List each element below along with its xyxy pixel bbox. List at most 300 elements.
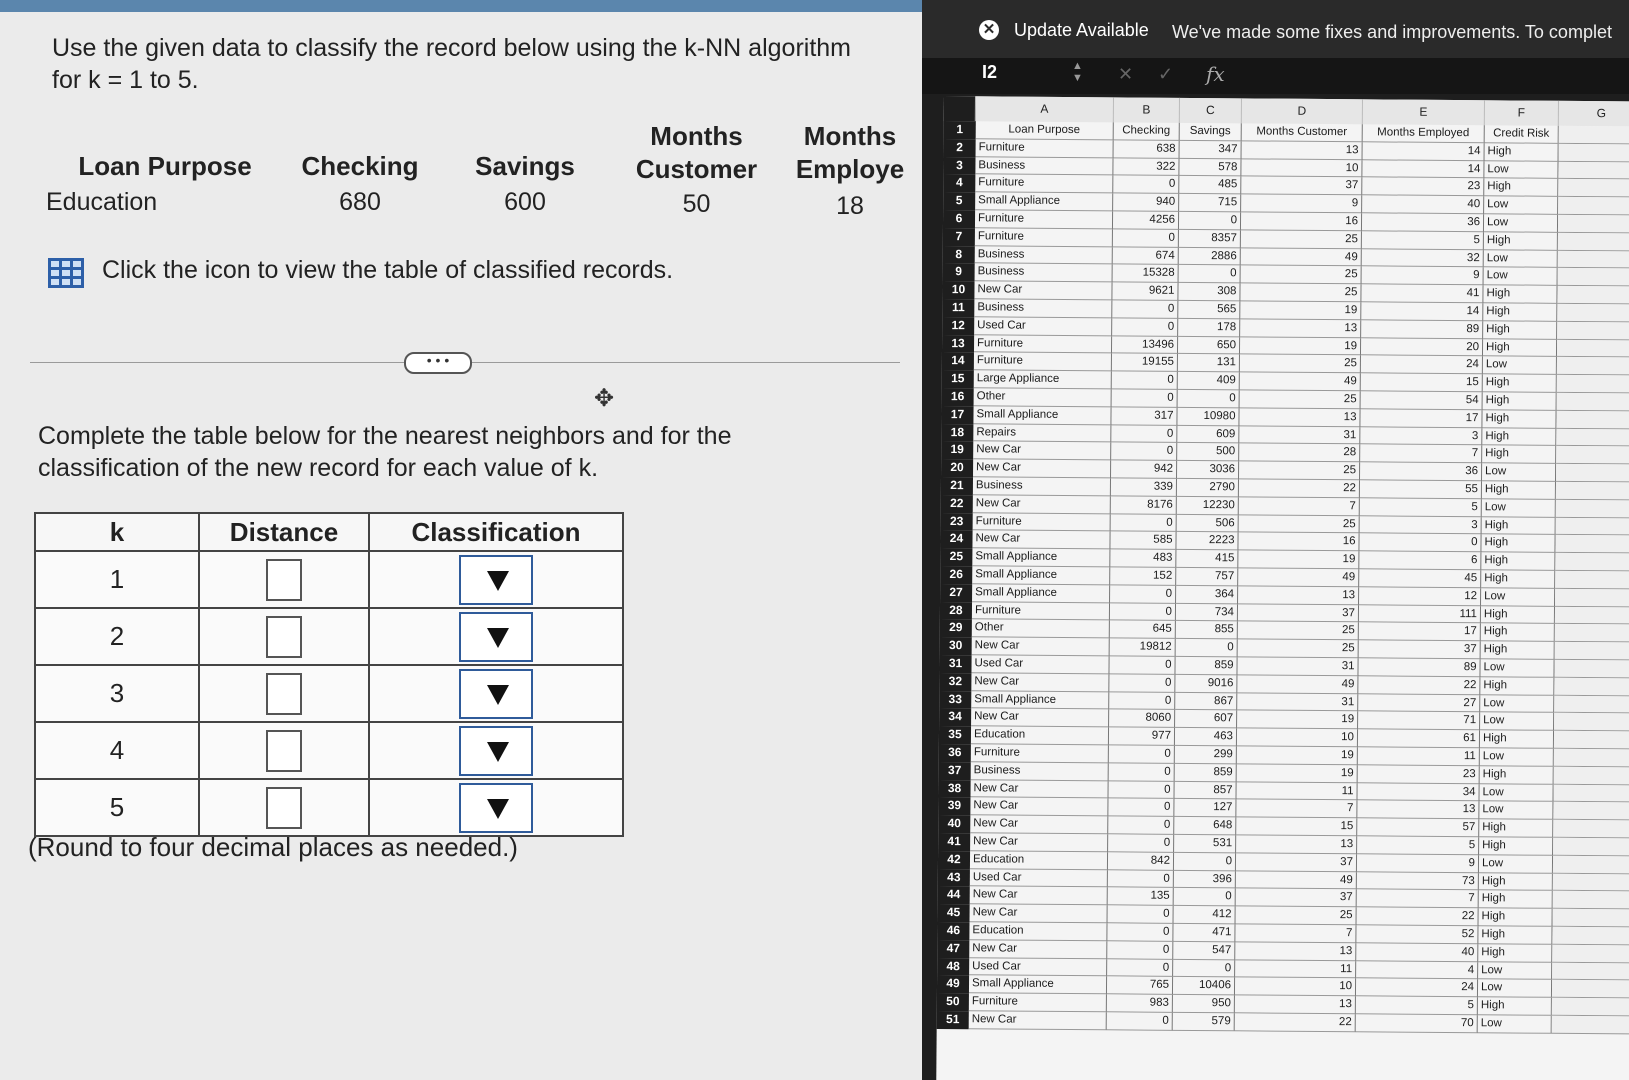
empty-cell[interactable] <box>1558 215 1629 233</box>
cell[interactable]: 24 <box>1361 356 1483 375</box>
cell[interactable]: 34 <box>1357 783 1479 802</box>
cell[interactable]: 22 <box>1356 907 1478 926</box>
cell[interactable]: 13 <box>1238 586 1359 605</box>
cell[interactable]: 308 <box>1178 283 1240 301</box>
cell[interactable]: Used Car <box>971 655 1109 674</box>
cell[interactable]: Education <box>969 922 1107 941</box>
cell[interactable]: Low <box>1480 748 1554 766</box>
cell[interactable]: 0 <box>1174 853 1236 871</box>
empty-cell[interactable] <box>1556 411 1629 429</box>
column-header-d[interactable]: D <box>1242 98 1363 124</box>
column-header-e[interactable]: E <box>1363 99 1485 125</box>
cell[interactable]: 31 <box>1239 426 1360 445</box>
cell[interactable]: 0 <box>1179 212 1241 230</box>
cell[interactable]: 0 <box>1178 390 1240 408</box>
cell[interactable]: 7 <box>1239 497 1360 516</box>
empty-cell[interactable] <box>1554 695 1629 713</box>
cell[interactable]: 0 <box>1110 603 1176 621</box>
cell[interactable]: 0 <box>1109 745 1175 763</box>
cell[interactable]: 650 <box>1178 336 1240 354</box>
cell[interactable]: 22 <box>1358 676 1480 695</box>
cell[interactable]: Low <box>1479 855 1553 873</box>
row-number[interactable]: 50 <box>937 993 969 1011</box>
cell[interactable]: High <box>1481 570 1555 588</box>
cell[interactable]: 37 <box>1359 640 1481 659</box>
cell[interactable]: 0 <box>1107 923 1173 941</box>
row-number[interactable]: 13 <box>942 335 974 353</box>
cell[interactable]: 0 <box>1112 372 1178 390</box>
cell[interactable]: High <box>1481 641 1555 659</box>
cell[interactable]: 20 <box>1361 338 1483 357</box>
cell[interactable]: High <box>1478 908 1552 926</box>
cell[interactable]: Small Appliance <box>971 691 1109 710</box>
cell[interactable]: 89 <box>1358 658 1480 677</box>
cell[interactable]: High <box>1483 285 1557 303</box>
cell[interactable]: 339 <box>1111 478 1177 496</box>
cell[interactable]: 609 <box>1177 425 1239 443</box>
cell[interactable]: 37 <box>1236 853 1357 872</box>
cell[interactable]: 715 <box>1179 194 1241 212</box>
distance-input[interactable] <box>266 730 302 772</box>
cell[interactable]: 13 <box>1235 942 1356 961</box>
cell[interactable]: 19 <box>1238 551 1359 570</box>
row-number[interactable]: 8 <box>943 246 975 264</box>
row-number[interactable]: 29 <box>940 619 972 637</box>
empty-cell[interactable] <box>1555 553 1629 571</box>
cell[interactable]: 25 <box>1238 640 1359 659</box>
cell[interactable]: Business <box>971 762 1109 781</box>
empty-cell[interactable] <box>1552 1016 1629 1034</box>
cell[interactable]: 57 <box>1357 818 1479 837</box>
cell[interactable]: Low <box>1479 802 1553 820</box>
cell[interactable]: 3036 <box>1177 461 1239 479</box>
distance-input[interactable] <box>266 559 302 601</box>
cell[interactable]: 485 <box>1179 176 1241 194</box>
cell[interactable]: 31 <box>1237 657 1358 676</box>
cell[interactable]: Low <box>1484 268 1558 286</box>
cell[interactable]: Business <box>974 299 1112 318</box>
cell[interactable]: Repairs <box>973 424 1111 443</box>
classification-dropdown[interactable] <box>459 555 533 605</box>
cell[interactable]: 111 <box>1359 605 1481 624</box>
row-number[interactable]: 2 <box>944 139 976 157</box>
cell[interactable]: 12 <box>1359 587 1481 606</box>
cell[interactable]: 13 <box>1357 801 1479 820</box>
row-number[interactable]: 31 <box>939 655 971 673</box>
cell[interactable]: Used Car <box>970 869 1108 888</box>
row-number[interactable]: 25 <box>940 548 972 566</box>
cell[interactable]: 0 <box>1109 674 1175 692</box>
cell[interactable]: 648 <box>1174 817 1236 835</box>
cell[interactable]: 2790 <box>1177 479 1239 497</box>
name-box-stepper-icon[interactable]: ▲ ▼ <box>1072 60 1083 84</box>
cell[interactable]: 2223 <box>1176 532 1238 550</box>
row-number[interactable]: 11 <box>942 299 974 317</box>
empty-cell[interactable] <box>1555 624 1629 642</box>
cell[interactable]: 2886 <box>1179 247 1241 265</box>
confirm-icon[interactable]: ✓ <box>1158 64 1174 84</box>
cell[interactable]: 40 <box>1362 195 1484 214</box>
cell[interactable]: 11 <box>1236 782 1357 801</box>
cell[interactable]: 412 <box>1174 906 1236 924</box>
empty-cell[interactable] <box>1556 482 1629 500</box>
cell[interactable]: Low <box>1480 695 1554 713</box>
name-box[interactable]: I2 <box>982 62 998 82</box>
classification-dropdown[interactable] <box>459 612 533 662</box>
cell[interactable]: 49 <box>1240 373 1361 392</box>
cell[interactable]: Business <box>975 157 1113 176</box>
cell[interactable]: Furniture <box>969 993 1107 1012</box>
cell[interactable]: 11 <box>1358 747 1480 766</box>
empty-cell[interactable] <box>1554 660 1629 678</box>
cell[interactable]: Low <box>1478 962 1552 980</box>
cell[interactable]: 54 <box>1361 391 1483 410</box>
cell[interactable]: 11 <box>1235 960 1356 979</box>
cell[interactable]: 49 <box>1238 568 1359 587</box>
empty-cell[interactable] <box>1558 233 1629 251</box>
cell[interactable]: 15 <box>1236 818 1357 837</box>
cell[interactable]: Low <box>1478 1015 1552 1033</box>
cell[interactable]: 950 <box>1173 995 1235 1013</box>
distance-input[interactable] <box>266 673 302 715</box>
row-number[interactable]: 24 <box>940 530 972 548</box>
row-number[interactable]: 44 <box>938 886 970 904</box>
cell[interactable]: 89 <box>1361 320 1483 339</box>
distance-input[interactable] <box>266 616 302 658</box>
cell[interactable]: 71 <box>1358 712 1480 731</box>
cell[interactable]: New Car <box>970 815 1108 834</box>
cell[interactable]: 3 <box>1360 516 1482 535</box>
cell[interactable]: High <box>1483 374 1557 392</box>
cell[interactable]: 0 <box>1108 905 1174 923</box>
row-number[interactable]: 9 <box>943 263 975 281</box>
empty-cell[interactable] <box>1553 802 1629 820</box>
empty-cell[interactable] <box>1552 998 1629 1016</box>
cell[interactable]: 471 <box>1173 924 1235 942</box>
cell[interactable]: 0 <box>1111 443 1177 461</box>
empty-cell[interactable] <box>1554 713 1629 731</box>
row-number[interactable]: 36 <box>939 744 971 762</box>
cell[interactable]: 15 <box>1361 373 1483 392</box>
header-cell[interactable]: Savings <box>1180 123 1242 141</box>
cell[interactable]: 0 <box>1109 763 1175 781</box>
empty-cell[interactable] <box>1552 980 1629 998</box>
cell[interactable]: 506 <box>1177 514 1239 532</box>
column-header-b[interactable]: B <box>1114 97 1180 123</box>
empty-cell[interactable] <box>1552 927 1629 945</box>
empty-cell[interactable] <box>1553 856 1629 874</box>
cell[interactable]: 52 <box>1356 925 1478 944</box>
cell[interactable]: Small Appliance <box>973 406 1111 425</box>
cell[interactable]: 317 <box>1111 407 1177 425</box>
empty-cell[interactable] <box>1555 535 1629 553</box>
empty-cell[interactable] <box>1556 446 1629 464</box>
cell[interactable]: 4 <box>1356 961 1478 980</box>
cell[interactable]: High <box>1484 179 1558 197</box>
cell[interactable]: 0 <box>1359 534 1481 553</box>
cell[interactable]: 37 <box>1236 889 1357 908</box>
cell[interactable]: 7 <box>1357 890 1479 909</box>
cell[interactable]: 49 <box>1237 675 1358 694</box>
cell[interactable]: 0 <box>1112 318 1178 336</box>
cell[interactable]: 859 <box>1175 657 1237 675</box>
cell[interactable]: 765 <box>1107 977 1173 995</box>
empty-cell[interactable] <box>1555 571 1629 589</box>
cell[interactable]: 5 <box>1362 231 1484 250</box>
empty-cell[interactable] <box>1556 464 1629 482</box>
cell[interactable]: New Car <box>970 798 1108 817</box>
row-number[interactable]: 16 <box>942 388 974 406</box>
header-cell[interactable]: Months Customer <box>1242 123 1363 142</box>
cell[interactable]: 131 <box>1178 354 1240 372</box>
cell[interactable]: 9621 <box>1112 283 1178 301</box>
cell[interactable]: 0 <box>1109 656 1175 674</box>
cell[interactable]: 0 <box>1111 514 1177 532</box>
function-icon[interactable]: fx <box>1206 62 1225 86</box>
empty-cell[interactable] <box>1555 642 1629 660</box>
cell[interactable]: Low <box>1483 357 1557 375</box>
cell[interactable]: Low <box>1484 161 1558 179</box>
cell[interactable]: 31 <box>1237 693 1358 712</box>
cell[interactable]: New Car <box>970 887 1108 906</box>
cell[interactable]: 347 <box>1180 141 1242 159</box>
cell[interactable]: 0 <box>1108 781 1174 799</box>
empty-cell[interactable] <box>1558 250 1629 268</box>
row-number[interactable]: 6 <box>943 210 975 228</box>
empty-cell[interactable] <box>1556 517 1629 535</box>
cell[interactable]: 17 <box>1359 623 1481 642</box>
cell[interactable]: 36 <box>1360 462 1482 481</box>
cancel-icon[interactable]: ✕ <box>1118 64 1134 84</box>
cell[interactable]: High <box>1481 535 1555 553</box>
cell[interactable]: 8060 <box>1109 710 1175 728</box>
cell[interactable]: 55 <box>1360 480 1482 499</box>
empty-cell[interactable] <box>1552 962 1629 980</box>
cell[interactable]: New Car <box>972 531 1110 550</box>
empty-cell[interactable] <box>1558 179 1629 197</box>
cell[interactable]: 178 <box>1178 319 1240 337</box>
cell[interactable]: 15328 <box>1113 265 1179 283</box>
empty-cell[interactable] <box>1555 589 1629 607</box>
row-number[interactable]: 38 <box>938 780 970 798</box>
cell[interactable]: 0 <box>1179 265 1241 283</box>
more-options-button[interactable]: • • • <box>404 352 472 374</box>
cell[interactable]: 0 <box>1113 229 1179 247</box>
cell[interactable]: 25 <box>1238 622 1359 641</box>
row-number[interactable]: 26 <box>940 566 972 584</box>
cell[interactable]: New Car <box>972 637 1110 656</box>
empty-cell[interactable] <box>1556 428 1629 446</box>
empty-cell[interactable] <box>1559 126 1629 144</box>
cell[interactable]: 3 <box>1360 427 1482 446</box>
cell[interactable]: 73 <box>1357 872 1479 891</box>
cell[interactable]: Education <box>970 851 1108 870</box>
cell[interactable]: High <box>1483 392 1557 410</box>
cell[interactable]: 977 <box>1109 728 1175 746</box>
cell[interactable]: 32 <box>1362 249 1484 268</box>
cell[interactable]: New Car <box>969 1011 1107 1030</box>
row-number[interactable]: 42 <box>938 851 970 869</box>
cell[interactable]: High <box>1481 624 1555 642</box>
corner-cell[interactable] <box>944 96 976 121</box>
cell[interactable]: Low <box>1478 980 1552 998</box>
cell[interactable]: Low <box>1479 784 1553 802</box>
header-cell[interactable]: Checking <box>1114 122 1180 140</box>
cell[interactable]: 9 <box>1362 267 1484 286</box>
row-number[interactable]: 49 <box>937 975 969 993</box>
distance-input[interactable] <box>266 787 302 829</box>
cell[interactable]: Furniture <box>975 175 1113 194</box>
cell[interactable]: Used Car <box>974 317 1112 336</box>
header-cell[interactable]: Loan Purpose <box>976 121 1114 140</box>
cell[interactable]: High <box>1478 997 1552 1015</box>
row-number[interactable]: 48 <box>937 958 969 976</box>
row-number[interactable]: 7 <box>943 228 975 246</box>
row-number[interactable]: 17 <box>941 406 973 424</box>
column-header-f[interactable]: F <box>1485 100 1559 126</box>
cell[interactable]: 7 <box>1235 924 1356 943</box>
cell[interactable]: 28 <box>1239 444 1360 463</box>
cell[interactable]: 13 <box>1239 408 1360 427</box>
cell[interactable]: High <box>1483 321 1557 339</box>
cell[interactable]: 867 <box>1175 692 1237 710</box>
empty-cell[interactable] <box>1553 838 1629 856</box>
cell[interactable]: 940 <box>1113 194 1179 212</box>
empty-cell[interactable] <box>1557 322 1629 340</box>
empty-cell[interactable] <box>1556 500 1629 518</box>
empty-cell[interactable] <box>1553 820 1629 838</box>
cell[interactable]: High <box>1481 606 1555 624</box>
cell[interactable]: High <box>1482 410 1556 428</box>
row-number[interactable]: 30 <box>940 637 972 655</box>
cell[interactable]: Furniture <box>974 353 1112 372</box>
cell[interactable]: 36 <box>1362 213 1484 232</box>
row-number[interactable]: 20 <box>941 459 973 477</box>
cell[interactable]: Small Appliance <box>972 566 1110 585</box>
row-number[interactable]: 40 <box>938 815 970 833</box>
cell[interactable]: 37 <box>1241 177 1362 196</box>
cell[interactable]: 10406 <box>1173 977 1235 995</box>
cell[interactable]: High <box>1480 730 1554 748</box>
empty-cell[interactable] <box>1558 197 1629 215</box>
cell[interactable]: High <box>1485 143 1559 161</box>
empty-cell[interactable] <box>1558 161 1629 179</box>
cell[interactable]: 14 <box>1363 142 1485 161</box>
cell[interactable]: Low <box>1484 196 1558 214</box>
empty-cell[interactable] <box>1557 357 1629 375</box>
cell[interactable]: 983 <box>1107 994 1173 1012</box>
close-icon[interactable]: ✕ <box>979 20 999 40</box>
empty-cell[interactable] <box>1558 268 1629 286</box>
cell[interactable]: High <box>1482 481 1556 499</box>
cell[interactable]: 322 <box>1113 158 1179 176</box>
cell[interactable]: High <box>1480 766 1554 784</box>
cell[interactable]: 842 <box>1108 852 1174 870</box>
cell[interactable]: 9016 <box>1175 675 1237 693</box>
cell[interactable]: New Car <box>969 940 1107 959</box>
cell[interactable]: 4256 <box>1113 211 1179 229</box>
cell[interactable]: Furniture <box>974 335 1112 354</box>
cell[interactable]: 734 <box>1176 603 1238 621</box>
empty-cell[interactable] <box>1557 304 1629 322</box>
cell[interactable]: 9 <box>1357 854 1479 873</box>
cell[interactable]: 12230 <box>1177 497 1239 515</box>
cell[interactable]: 0 <box>1107 1012 1173 1030</box>
cell[interactable]: 7 <box>1236 800 1357 819</box>
empty-cell[interactable] <box>1552 909 1629 927</box>
cell[interactable]: 483 <box>1110 550 1176 568</box>
row-number[interactable]: 34 <box>939 708 971 726</box>
cell[interactable]: High <box>1479 819 1553 837</box>
cell[interactable]: 5 <box>1360 498 1482 517</box>
cell[interactable]: 22 <box>1235 1013 1356 1032</box>
cell[interactable]: High <box>1481 552 1555 570</box>
cell[interactable]: 13496 <box>1112 336 1178 354</box>
cell[interactable]: High <box>1482 517 1556 535</box>
cell[interactable]: New Car <box>971 673 1109 692</box>
cell[interactable]: 10 <box>1241 159 1362 178</box>
cell[interactable]: High <box>1483 339 1557 357</box>
cell[interactable]: 13 <box>1242 141 1363 160</box>
cell[interactable]: 859 <box>1175 764 1237 782</box>
cell[interactable]: 25 <box>1240 355 1361 374</box>
cell[interactable]: 19 <box>1240 301 1361 320</box>
cell[interactable]: 19 <box>1237 764 1358 783</box>
cell[interactable]: 25 <box>1240 284 1361 303</box>
row-number[interactable]: 41 <box>938 833 970 851</box>
row-number[interactable]: 14 <box>942 352 974 370</box>
cell[interactable]: 22 <box>1239 479 1360 498</box>
empty-cell[interactable] <box>1553 784 1629 802</box>
cell[interactable]: High <box>1479 837 1553 855</box>
row-number[interactable]: 4 <box>943 174 975 192</box>
cell[interactable]: Furniture <box>971 744 1109 763</box>
cell[interactable]: Other <box>974 388 1112 407</box>
empty-cell[interactable] <box>1557 286 1629 304</box>
row-number[interactable]: 27 <box>940 584 972 602</box>
row-number[interactable]: 1 <box>944 121 976 139</box>
row-number[interactable]: 46 <box>937 922 969 940</box>
empty-cell[interactable] <box>1553 891 1629 909</box>
cell[interactable]: Low <box>1482 499 1556 517</box>
cell[interactable]: 13 <box>1240 319 1361 338</box>
cell[interactable]: 8176 <box>1111 496 1177 514</box>
empty-cell[interactable] <box>1557 393 1629 411</box>
row-number[interactable]: 43 <box>938 869 970 887</box>
cell[interactable]: 25 <box>1239 462 1360 481</box>
cell[interactable]: Low <box>1480 713 1554 731</box>
cell[interactable]: 17 <box>1360 409 1482 428</box>
cell[interactable]: Business <box>973 477 1111 496</box>
column-header-a[interactable]: A <box>976 96 1114 122</box>
cell[interactable]: 27 <box>1358 694 1480 713</box>
classification-dropdown[interactable] <box>459 669 533 719</box>
classification-dropdown[interactable] <box>459 726 533 776</box>
cell[interactable]: New Car <box>970 780 1108 799</box>
empty-cell[interactable] <box>1554 731 1629 749</box>
cell[interactable]: 942 <box>1111 461 1177 479</box>
cell[interactable]: Furniture <box>975 210 1113 229</box>
cell[interactable]: 10 <box>1235 978 1356 997</box>
cell[interactable]: Furniture <box>973 513 1111 532</box>
row-number[interactable]: 3 <box>943 157 975 175</box>
cell[interactable]: New Car <box>974 281 1112 300</box>
cell[interactable]: 0 <box>1107 959 1173 977</box>
row-number[interactable]: 5 <box>943 192 975 210</box>
cell[interactable]: 9 <box>1241 195 1362 214</box>
cell[interactable]: Small Appliance <box>972 548 1110 567</box>
row-number[interactable]: 28 <box>940 602 972 620</box>
